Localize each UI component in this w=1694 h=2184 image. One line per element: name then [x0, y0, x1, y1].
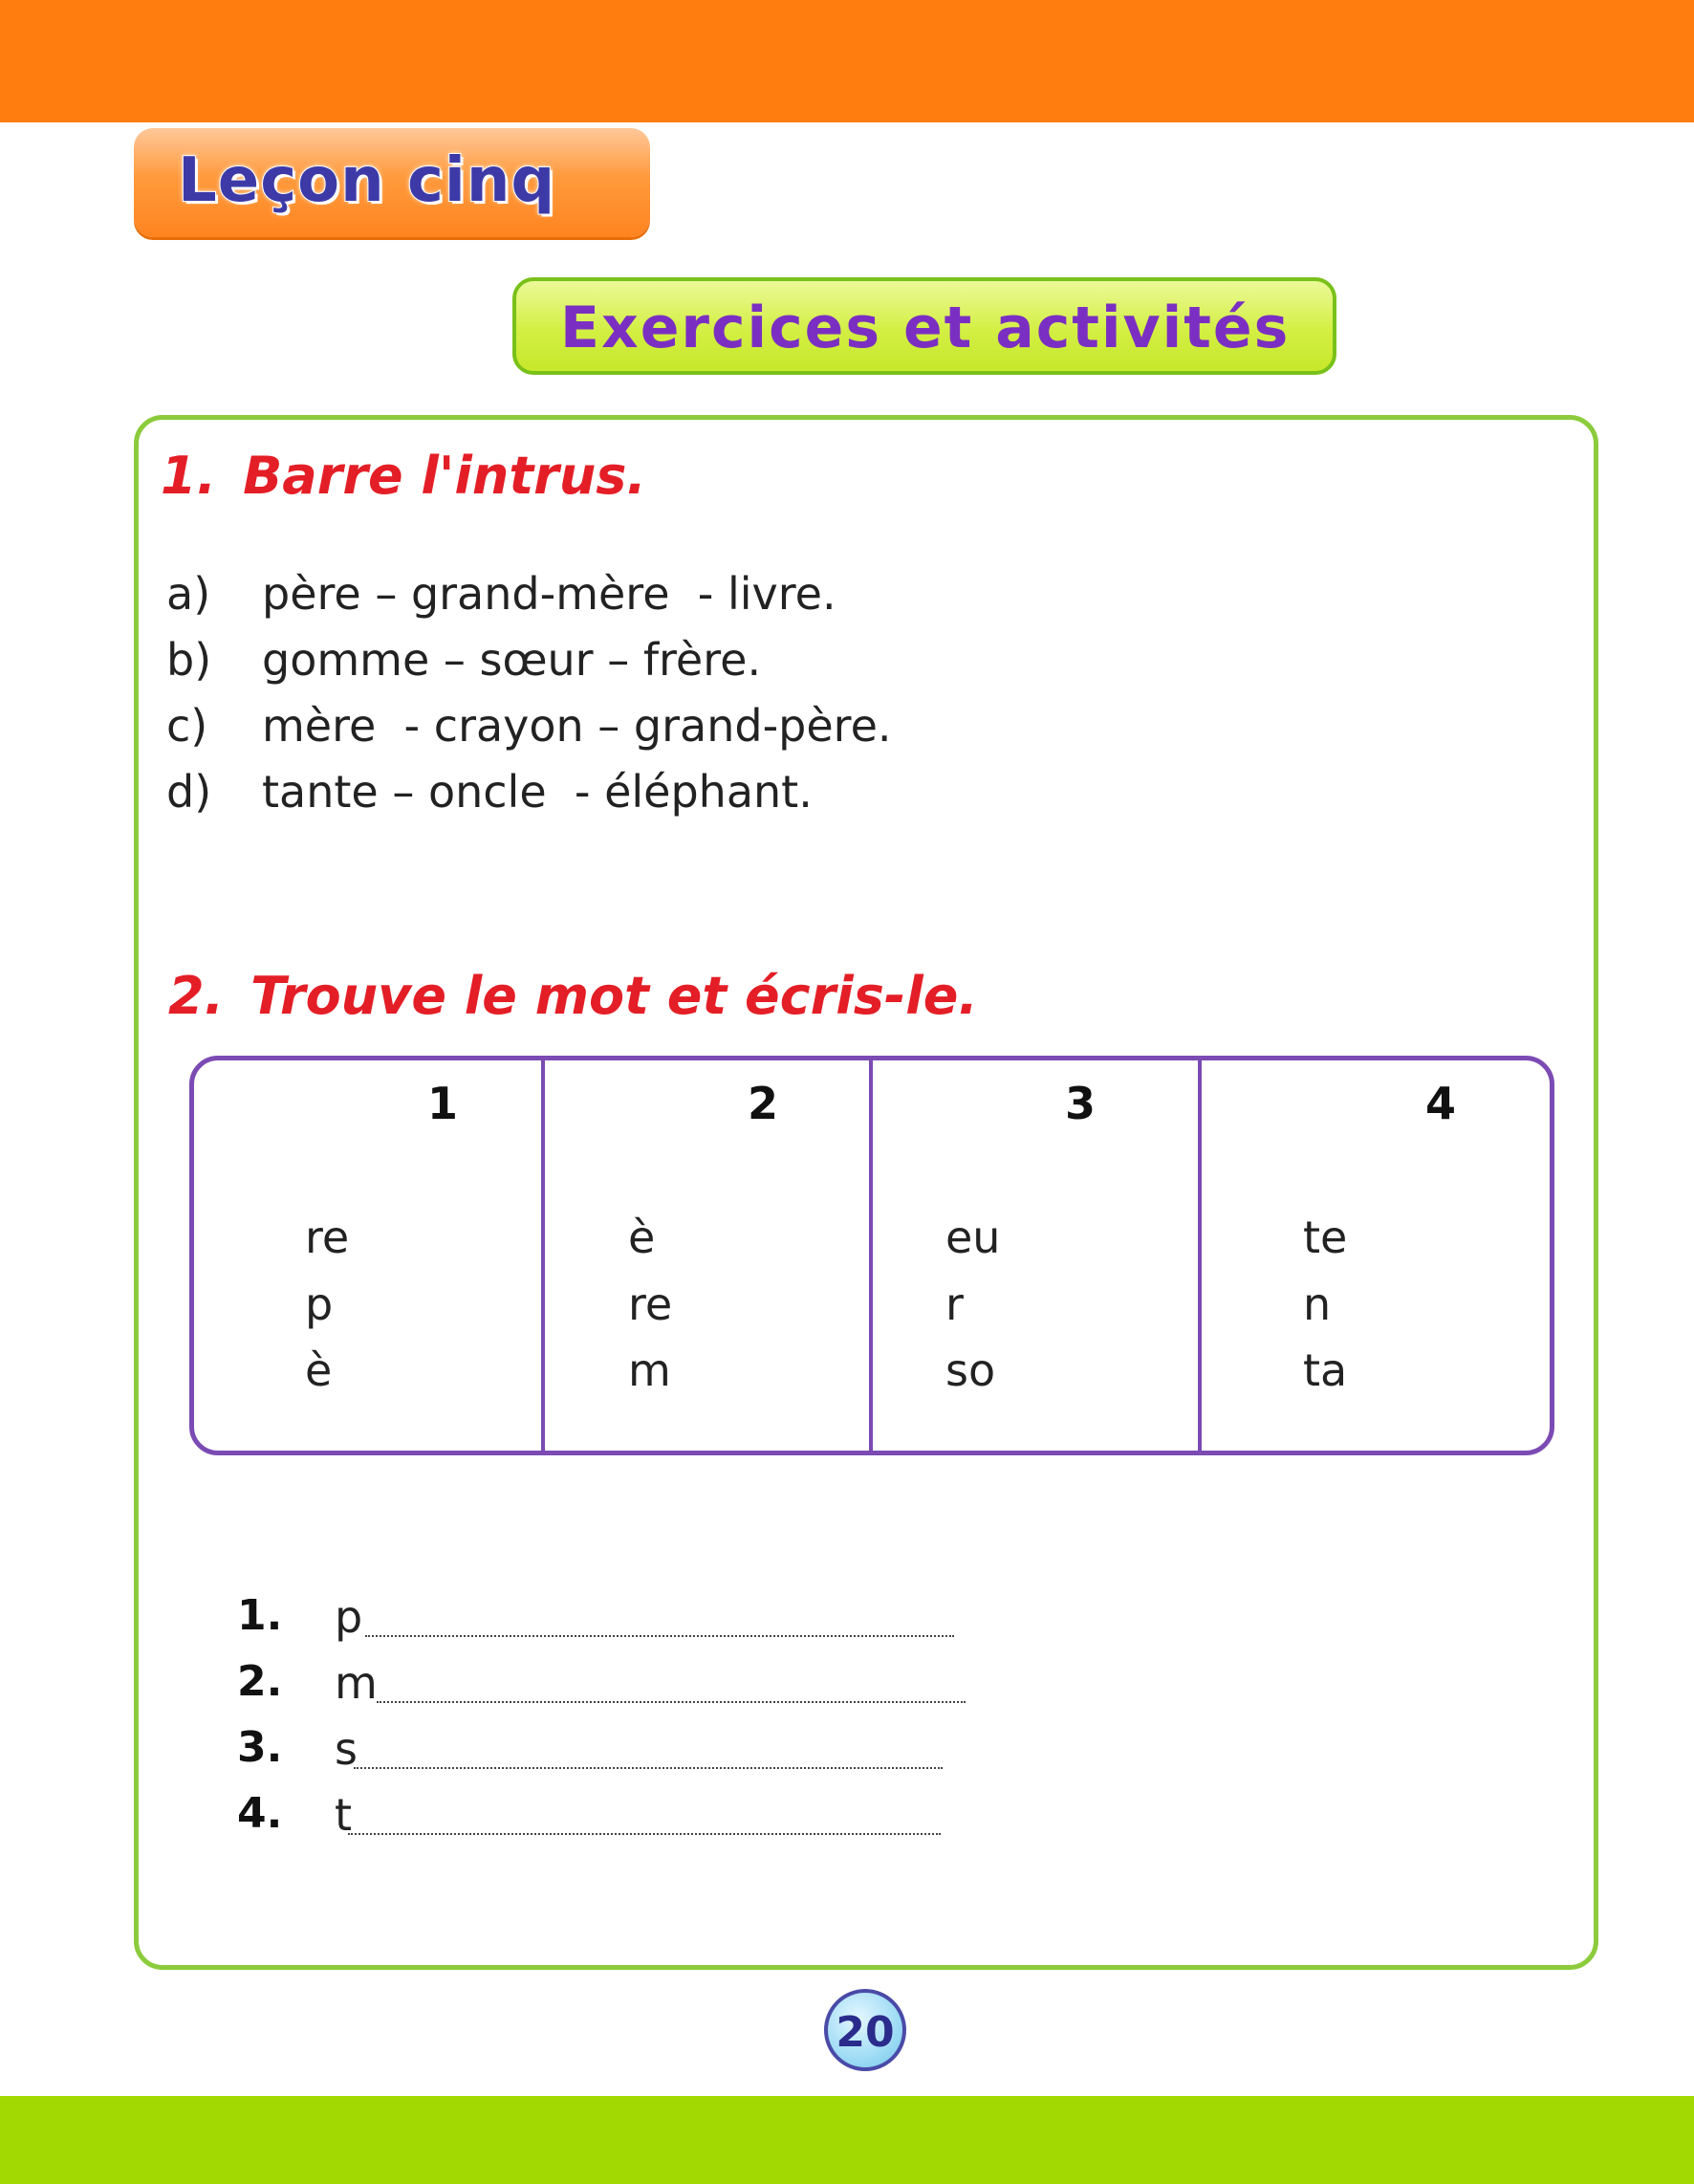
exercise1-number: 1.	[161, 446, 217, 506]
answer-blank[interactable]	[348, 1833, 941, 1835]
syllable: te	[1303, 1212, 1348, 1263]
syllable: ta	[1303, 1344, 1348, 1396]
answer-blank[interactable]	[365, 1635, 954, 1637]
column-divider	[541, 1060, 545, 1451]
answer-blank[interactable]	[377, 1701, 966, 1703]
section-title: Exercices et activités	[560, 295, 1291, 361]
column-divider	[1198, 1060, 1202, 1451]
top-color-bar	[0, 0, 1694, 122]
column-number: 1	[427, 1078, 459, 1129]
syllable: n	[1303, 1278, 1332, 1330]
syllable: eu	[945, 1212, 1001, 1263]
item-letter: c)	[166, 700, 208, 752]
column-number: 3	[1065, 1078, 1097, 1129]
syllable: so	[945, 1344, 996, 1396]
bottom-color-bar	[0, 2096, 1694, 2184]
item-letter: a)	[166, 568, 211, 620]
exercise2-number: 2.	[168, 966, 225, 1026]
section-badge	[512, 277, 1336, 375]
answer-start-letter: p	[335, 1591, 363, 1643]
syllable: m	[628, 1344, 671, 1396]
item-text: mère - crayon – grand-père.	[262, 700, 892, 752]
syllable-grid	[189, 1056, 1554, 1455]
item-letter: b)	[166, 634, 212, 686]
exercise2-title: Trouve le mot et écris-le.	[250, 966, 978, 1026]
item-text: gomme – sœur – frère.	[262, 634, 762, 686]
item-text: père – grand-mère - livre.	[262, 568, 836, 620]
answer-start-letter: m	[335, 1657, 378, 1709]
syllable: re	[628, 1278, 673, 1330]
lesson-badge	[134, 128, 650, 237]
page-number-badge	[824, 1989, 906, 2071]
column-number: 2	[748, 1078, 779, 1129]
column-divider	[869, 1060, 873, 1451]
exercise1-title: Barre l'intrus.	[243, 446, 646, 506]
exercise1-heading	[161, 446, 646, 506]
syllable: è	[628, 1212, 656, 1263]
column-number: 4	[1425, 1078, 1457, 1129]
answer-start-letter: s	[335, 1723, 358, 1775]
answer-start-letter: t	[335, 1789, 353, 1841]
answer-number: 3.	[237, 1723, 283, 1772]
item-text: tante – oncle - éléphant.	[262, 766, 813, 818]
answer-blank[interactable]	[354, 1767, 943, 1769]
item-letter: d)	[166, 766, 212, 818]
answer-number: 4.	[237, 1789, 283, 1838]
page-number: 20	[836, 2008, 895, 2057]
answer-number: 1.	[237, 1591, 283, 1640]
exercise2-heading	[168, 966, 978, 1026]
syllable: r	[945, 1278, 964, 1330]
syllable: p	[305, 1278, 334, 1330]
syllable: re	[305, 1212, 350, 1263]
syllable: è	[305, 1344, 333, 1396]
answer-number: 2.	[237, 1657, 283, 1706]
lesson-title: Leçon cinq	[178, 145, 556, 216]
